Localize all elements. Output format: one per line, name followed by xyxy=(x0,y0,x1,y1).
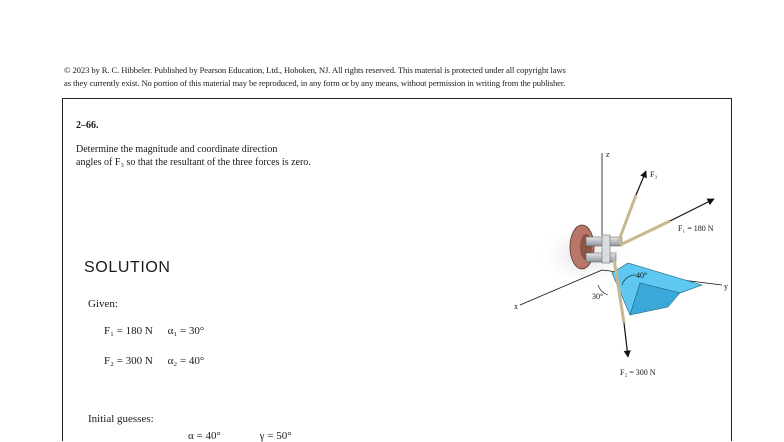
initial-guesses-label: Initial guesses: xyxy=(88,413,154,425)
f1-rope xyxy=(620,221,670,245)
given-force-1: F₁ = 180 N xyxy=(104,325,153,337)
copyright-notice xyxy=(64,64,732,90)
given-row-1 xyxy=(104,325,204,337)
problem-number: 2–66. xyxy=(76,120,99,131)
left-border xyxy=(62,98,63,441)
problem-line-1: Determine the magnitude and coordinate direction xyxy=(76,144,278,155)
solution-heading: SOLUTION xyxy=(84,259,171,276)
f3-arrow xyxy=(636,171,646,195)
f1-arrow xyxy=(670,199,714,221)
angle-40-label: 40° xyxy=(636,271,648,280)
given-angle-1: α₁ = 30° xyxy=(167,325,205,337)
angle-30-label: 30° xyxy=(592,292,604,301)
problem-statement xyxy=(76,143,406,169)
given-force-2: F₂ = 300 N xyxy=(104,355,153,367)
guess-gamma: γ = 50° xyxy=(259,430,292,442)
shaft-lower xyxy=(586,253,616,262)
right-border xyxy=(731,98,732,441)
axis-z-label: z xyxy=(606,150,610,159)
label-f3: F₃ xyxy=(650,170,658,179)
copyright-line-2: as they currently exist. No portion of this material may be reproduced, in any form or by any means, without permission in writing from the publisher. xyxy=(64,78,566,88)
axis-x-label: x xyxy=(514,302,518,311)
given-label: Given: xyxy=(88,298,118,310)
guess-alpha: α = 40° xyxy=(188,430,221,442)
f2-arrow xyxy=(624,323,628,357)
problem-line-2: angles of F₃ so that the resultant of the three forces is zero. xyxy=(76,157,311,168)
initial-guesses-row xyxy=(188,430,292,442)
shaft-joint xyxy=(602,235,610,263)
given-row-2 xyxy=(104,355,204,367)
force-diagram-figure xyxy=(490,135,730,385)
copyright-line-1: © 2023 by R. C. Hibbeler. Published by Pearson Education, Ltd., Hoboken, NJ. All rights reserved. This material is protected under all copyright laws xyxy=(64,65,566,75)
axis-y-label: y xyxy=(724,282,728,291)
given-angle-2: α₂ = 40° xyxy=(167,355,205,367)
f3-rope xyxy=(618,195,636,243)
label-f2: F₂ = 300 N xyxy=(620,368,656,377)
label-f1: F₁ = 180 N xyxy=(678,224,714,233)
top-rule xyxy=(62,98,732,99)
